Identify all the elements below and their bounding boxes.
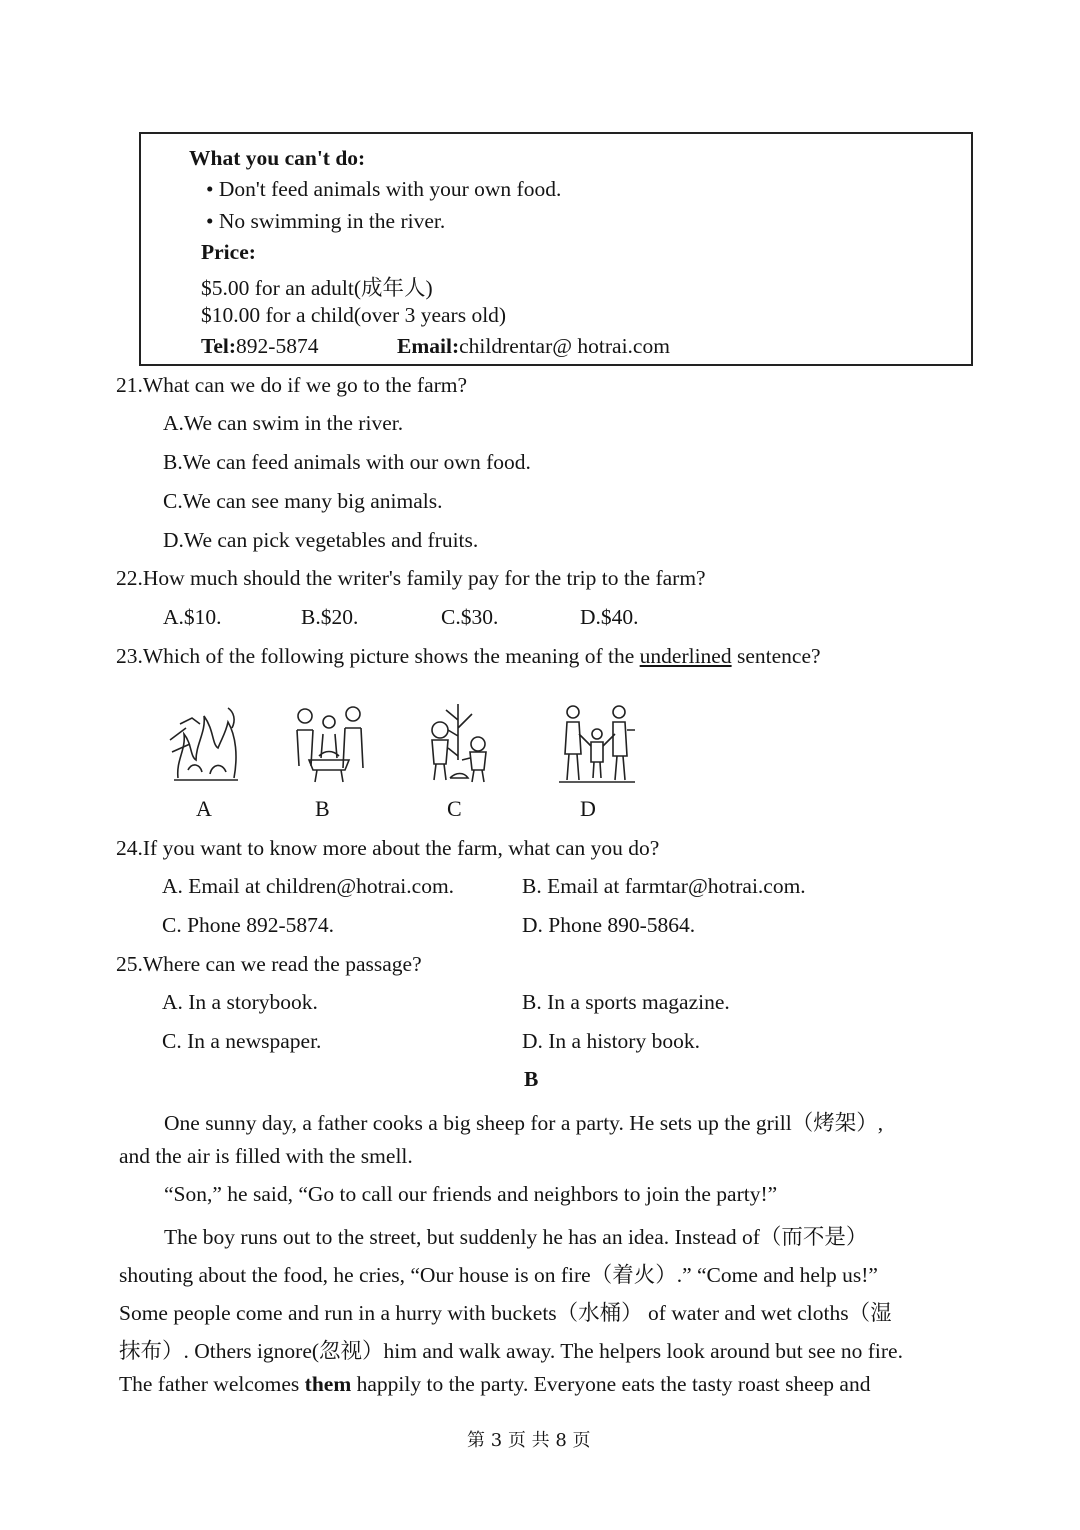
picture-label-d: D [580,796,596,821]
picture-a-fire-sketch [166,700,246,786]
q21-option-a: A.We can swim in the river. [163,411,404,435]
price-adult: $5.00 for an adult(成年人) [201,276,433,300]
question-25: 25.Where can we read the passage? [116,952,422,976]
passage-line-8 [119,1372,870,1397]
question-24: 24.If you want to know more about the farm, what can you do? [116,836,660,860]
picture-d-family-walking-sketch [557,700,637,786]
picture-b-people-at-table-sketch [289,700,369,786]
rule-no-feeding: • Don't feed animals with your own food. [206,177,562,201]
q21-option-c: C.We can see many big animals. [163,489,443,513]
picture-label-b: B [315,796,330,821]
rule-no-swimming: • No swimming in the river. [206,209,446,233]
q25-option-d: D. In a history book. [522,1029,700,1053]
passage-line-5: shouting about the food, he cries, “Our house is on fire（着火）.” “Come and help us!” [119,1263,878,1287]
tel-value: 892-5874 [236,334,319,358]
q25-option-a: A. In a storybook. [162,990,318,1014]
passage-line-7: 抹布）. Others ignore(忽视）him and walk away. The helpers look around but see no fire. [119,1339,903,1363]
q22-option-d: D.$40. [580,605,639,629]
picture-label-a: A [196,796,212,821]
passage-line-8-end: happily to the party. Everyone eats the tasty roast sheep and [351,1372,871,1396]
passage-line-3: “Son,” he said, “Go to call our friends and neighbors to join the party!” [164,1182,778,1206]
price-child: $10.00 for a child(over 3 years old) [201,303,507,327]
q22-option-a: A.$10. [163,605,222,629]
page-footer: 第 3 页 共 8 页 [467,1430,591,1451]
q25-option-c: C. In a newspaper. [162,1029,322,1053]
email-value: childrentar@ hotrai.com [459,334,670,358]
passage-bold-them: them [304,1372,352,1396]
q23-underlined-word: underlined [639,644,732,668]
q24-option-d: D. Phone 890-5864. [522,913,696,937]
section-b-heading: B [524,1067,539,1091]
q23-stem-end: sentence? [731,644,821,668]
q24-option-a: A. Email at children@hotrai.com. [162,874,455,898]
q24-option-c: C. Phone 892-5874. [162,913,334,937]
q21-option-b: B.We can feed animals with our own food. [163,450,531,474]
picture-c-children-planting-sketch [418,700,498,786]
q24-option-b: B. Email at farmtar@hotrai.com. [522,874,806,898]
question-21: 21.What can we do if we go to the farm? [116,373,468,397]
picture-label-c: C [447,796,462,821]
tel-label: Tel: [201,334,237,358]
passage-line-4: The boy runs out to the street, but suddenly he has an idea. Instead of（而不是） [164,1225,868,1249]
q23-stem-start: 23.Which of the following picture shows the meaning of the [116,644,640,668]
passage-line-1: One sunny day, a father cooks a big sheep for a party. He sets up the grill（烤架）, [164,1111,884,1135]
passage-line-6: Some people come and run in a hurry with buckets（水桶） of water and wet cloths（湿 [119,1301,892,1325]
contact-tel [201,334,318,359]
price-title: Price: [201,240,256,264]
question-23 [116,644,821,669]
q22-option-b: B.$20. [301,605,359,629]
question-22: 22.How much should the writer's family pay for the trip to the farm? [116,566,706,590]
passage-line-8-start: The father welcomes [119,1372,305,1396]
q25-option-b: B. In a sports magazine. [522,990,730,1014]
passage-line-2: and the air is filled with the smell. [119,1144,413,1168]
q22-option-c: C.$30. [441,605,499,629]
q21-option-d: D.We can pick vegetables and fruits. [163,528,479,552]
contact-email [397,334,670,359]
email-label: Email: [397,334,460,358]
cant-do-title: What you can't do: [189,146,366,170]
